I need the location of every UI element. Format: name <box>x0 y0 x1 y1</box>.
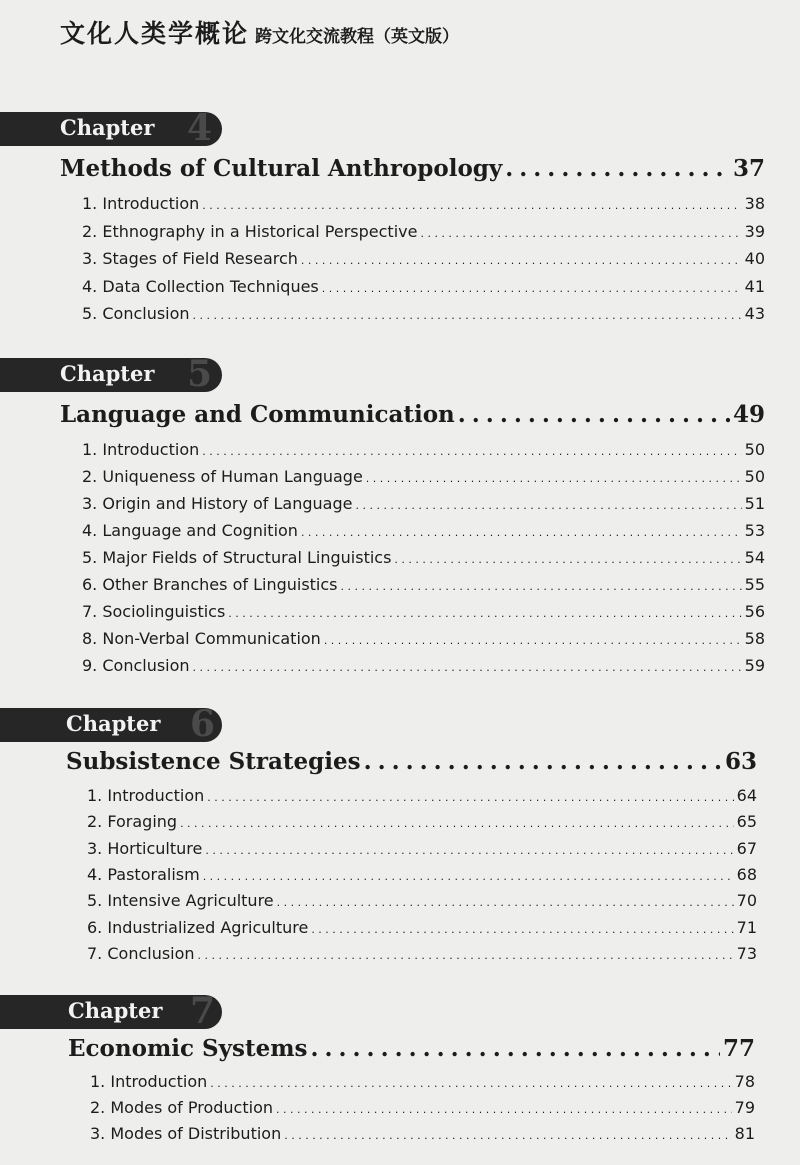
chapter-number: 7 <box>190 990 216 1032</box>
dot-leader <box>207 786 733 805</box>
dot-leader <box>420 222 741 241</box>
chapter-title-line[interactable] <box>60 155 765 185</box>
toc-entry[interactable] <box>87 918 757 940</box>
toc-entry[interactable] <box>90 1098 755 1120</box>
section-page-number: 54 <box>744 548 765 567</box>
toc-entry[interactable] <box>82 467 765 489</box>
section-title: 2. Foraging <box>87 812 178 832</box>
dot-leader <box>341 575 742 594</box>
section-page-number: 64 <box>736 786 757 805</box>
section-title: 5. Major Fields of Structural Linguistics <box>82 548 392 567</box>
dot-leader <box>193 656 742 675</box>
section-title: 1. Introduction <box>82 194 200 213</box>
chapter-tab <box>0 703 222 745</box>
section-page-number: 38 <box>744 194 765 213</box>
chapter-tab <box>0 990 222 1032</box>
section-page-number: 50 <box>744 467 765 486</box>
toc-entry[interactable] <box>82 575 765 597</box>
chapter-tab <box>0 353 222 395</box>
section-title: 4. Pastoralism <box>87 864 200 884</box>
section-page-number: 55 <box>744 575 765 594</box>
dot-leader <box>394 548 741 567</box>
chapter-page-number: 37 <box>732 155 765 182</box>
toc-entry[interactable] <box>82 521 765 543</box>
dot-leader <box>205 839 733 858</box>
dot-leader <box>322 277 742 296</box>
toc-entry[interactable] <box>82 494 765 516</box>
section-title: 2. Modes of Production <box>90 1098 273 1117</box>
section-page-number: 56 <box>744 602 765 621</box>
toc-entry[interactable] <box>87 839 757 861</box>
toc-entry[interactable] <box>82 277 765 299</box>
chapter-page-number: 77 <box>722 1035 755 1062</box>
chapter-number: 4 <box>187 107 213 149</box>
chapter-label: Chapter <box>66 711 161 736</box>
chapter-title: Economic Systems <box>68 1035 308 1062</box>
section-page-number: 73 <box>736 943 757 963</box>
toc-entry[interactable] <box>82 440 765 462</box>
section-page-number: 39 <box>744 221 765 241</box>
section-title: 2. Ethnography in a Historical Perspective <box>82 221 418 241</box>
toc-entry[interactable] <box>82 656 765 678</box>
chapter-title-line[interactable] <box>60 401 765 431</box>
section-page-number: 68 <box>736 864 757 884</box>
chapter-label: Chapter <box>68 998 163 1023</box>
toc-entry[interactable] <box>82 304 765 326</box>
section-title: 9. Conclusion <box>82 656 190 675</box>
section-title: 3. Horticulture <box>87 838 203 858</box>
toc-entry[interactable] <box>87 944 757 966</box>
section-page-number: 71 <box>736 917 757 937</box>
chapter-title: Language and Communication <box>60 401 455 428</box>
section-page-number: 50 <box>744 440 765 459</box>
dot-leader <box>324 629 742 648</box>
section-page-number: 58 <box>744 629 765 648</box>
chapter-label: Chapter <box>60 115 155 140</box>
dot-leader <box>228 602 741 621</box>
dot-leader <box>366 467 742 486</box>
toc-entry[interactable] <box>90 1124 755 1146</box>
section-page-number: 43 <box>744 304 765 323</box>
section-title: 1. Introduction <box>87 786 205 805</box>
dot-leader <box>311 1035 720 1062</box>
dot-leader <box>193 304 742 323</box>
chapter-title: Subsistence Strategies <box>66 748 361 775</box>
section-title: 6. Other Branches of Linguistics <box>82 575 338 594</box>
section-page-number: 41 <box>744 276 765 296</box>
section-title: 7. Sociolinguistics <box>82 602 226 621</box>
section-page-number: 79 <box>734 1098 755 1117</box>
section-page-number: 78 <box>734 1072 755 1091</box>
section-page-number: 81 <box>734 1124 755 1143</box>
section-title: 8. Non-Verbal Communication <box>82 629 321 648</box>
chapter-number: 5 <box>187 353 213 395</box>
toc-entry[interactable] <box>82 194 765 216</box>
section-page-number: 40 <box>744 249 765 268</box>
dot-leader <box>301 249 742 268</box>
section-title: 5. Conclusion <box>82 304 190 323</box>
book-title: 文化人类学概论 <box>60 19 250 48</box>
section-page-number: 53 <box>744 521 765 540</box>
dot-leader <box>276 1098 732 1117</box>
dot-leader <box>277 891 734 910</box>
book-subtitle: 跨文化交流教程（英文版） <box>255 27 460 47</box>
section-page-number: 70 <box>736 891 757 911</box>
section-title: 3. Origin and History of Language <box>82 494 353 513</box>
section-title: 4. Language and Cognition <box>82 521 298 540</box>
chapter-page-number: 49 <box>732 401 765 428</box>
section-title: 3. Stages of Field Research <box>82 249 298 268</box>
chapter-title-line[interactable] <box>66 748 757 778</box>
section-title: 1. Introduction <box>90 1072 208 1091</box>
chapter-tab <box>0 107 222 149</box>
toc-entry[interactable] <box>82 629 765 651</box>
section-page-number: 51 <box>744 494 765 513</box>
dot-leader <box>180 812 734 831</box>
section-page-number: 59 <box>744 656 765 675</box>
section-title: 7. Conclusion <box>87 943 195 963</box>
dot-leader <box>203 865 734 884</box>
section-title: 4. Data Collection Techniques <box>82 276 319 296</box>
chapter-title: Methods of Cultural Anthropology <box>60 155 503 182</box>
toc-entry[interactable] <box>82 548 765 570</box>
toc-entry[interactable] <box>87 891 757 913</box>
section-title: 2. Uniqueness of Human Language <box>82 467 363 486</box>
section-page-number: 65 <box>736 812 757 832</box>
section-title: 3. Modes of Distribution <box>90 1124 282 1143</box>
toc-entry[interactable] <box>90 1072 755 1094</box>
dot-leader <box>505 155 730 182</box>
section-title: 6. Industrialized Agriculture <box>87 917 309 937</box>
dot-leader <box>210 1072 731 1091</box>
toc-entry[interactable] <box>87 812 757 834</box>
section-title: 5. Intensive Agriculture <box>87 891 274 911</box>
dot-leader <box>202 194 741 213</box>
dot-leader <box>301 521 742 540</box>
section-page-number: 67 <box>736 838 757 858</box>
chapter-number: 6 <box>190 703 216 745</box>
chapter-title-line[interactable] <box>68 1035 755 1065</box>
dot-leader <box>198 944 734 963</box>
dot-leader <box>355 494 741 513</box>
section-title: 1. Introduction <box>82 440 200 459</box>
dot-leader <box>364 748 722 775</box>
dot-leader <box>284 1124 731 1143</box>
chapter-page-number: 63 <box>724 748 757 775</box>
toc-entry[interactable] <box>82 249 765 271</box>
toc-entry[interactable] <box>82 222 765 244</box>
toc-entry[interactable] <box>82 602 765 624</box>
dot-leader <box>458 401 730 428</box>
dot-leader <box>202 440 741 459</box>
dot-leader <box>311 918 733 937</box>
toc-entry[interactable] <box>87 865 757 887</box>
toc-entry[interactable] <box>87 786 757 808</box>
chapter-label: Chapter <box>60 361 155 386</box>
page-header <box>60 14 459 50</box>
